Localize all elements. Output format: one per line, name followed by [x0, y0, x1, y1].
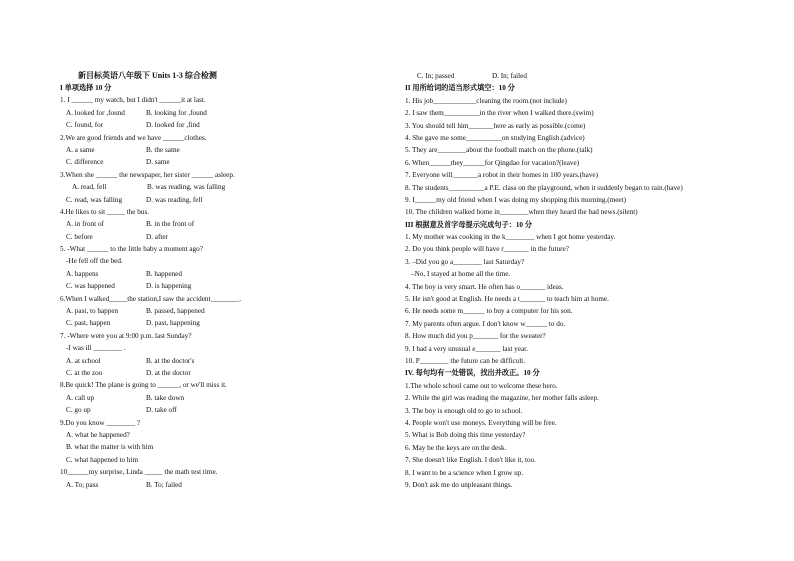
options-row: [60, 392, 390, 404]
options-row: [60, 194, 390, 206]
page-title: 新目标英语八年级下 Units 1-3 综合检测: [78, 71, 217, 80]
option-d: D. past, happening: [146, 319, 200, 328]
right-column: [405, 70, 735, 491]
fill-item: 6. When______they______for Qingdao for vacation?(leave): [405, 158, 580, 167]
options-row: [60, 404, 390, 416]
correction-item: 3. The boy is enough old to go to school.: [405, 406, 523, 415]
section-heading: I 单项选择 10 分: [60, 84, 112, 92]
fill-item: 8. The students__________a P.E. class on the playground, when it suddenly began to rain.(have): [405, 183, 683, 192]
options-row: [405, 70, 735, 82]
options-row: [60, 156, 390, 168]
option-c: C. at the zoo: [66, 368, 103, 377]
option-d: D. after: [146, 232, 168, 241]
option-d: D. was reading, fell: [146, 195, 203, 204]
complete-item: 5. He isn't good at English. He needs a t_______ to teach him at home.: [405, 295, 609, 304]
option-d: D. same: [146, 158, 170, 167]
options-row: [60, 367, 390, 379]
options-row: [60, 317, 390, 329]
options-row: [60, 355, 390, 367]
section-heading: IV. 每句均有一处错误，找出并改正。10 分: [405, 369, 540, 378]
fill-item: 10. The children walked home in________when they heard the bad news.(silent): [405, 208, 638, 217]
complete-item-reply: –No, I stayed at home all the time.: [411, 270, 511, 279]
complete-item: 6. He needs some m______ to buy a computer for his son.: [405, 307, 573, 316]
correction-item: 5. What is Bob doing this time yesterday?: [405, 431, 526, 440]
options-row: [60, 268, 390, 280]
option-a: A. looked for ,found: [66, 108, 125, 117]
complete-item: 8. How much did you p_______ for the sweater?: [405, 332, 546, 341]
option-a: A. past, to happen: [66, 307, 119, 316]
question-10: 10______my surprise, Linda _____ the math test time.: [60, 468, 218, 477]
question-4: 4.He likes to sit _____ the bus.: [60, 207, 150, 216]
option-a: A. read, fell: [72, 183, 107, 192]
question-8: 8.Be quick! The plane is going to ______, or we'll miss it.: [60, 381, 227, 390]
option-c: C. go up: [66, 406, 91, 415]
option-a: A. at school: [66, 356, 101, 365]
fill-item: 5. They are________about the football match on the phone.(talk): [405, 146, 593, 155]
option-b: B. take down: [146, 393, 185, 402]
correction-item: 4. People won't use moneys. Everything will be free.: [405, 418, 557, 427]
option-b: B. what the matter is with him: [66, 443, 154, 452]
section-heading: III 根据意及首字母提示完成句子：10 分: [405, 220, 532, 229]
question-6: 6.When I walked_____the station,I saw the accident________.: [60, 294, 242, 303]
option-a: A. in front of: [66, 220, 104, 229]
complete-item: 7. My parents often argue. I don't know w______ to do.: [405, 319, 566, 328]
fill-item: 9. I______my old friend when I was doing my shopping this morning.(meet): [405, 195, 626, 204]
option-b: B. was reading, was falling: [147, 183, 226, 192]
correction-item: 6. May be the keys are on the desk.: [405, 443, 507, 452]
option-c: C. past, happen: [66, 319, 111, 328]
option-d: D. take off: [146, 406, 177, 415]
options-row: [60, 144, 390, 156]
question-7: 7. -Where were you at 9:00 p.m. last Sunday?: [60, 331, 192, 340]
option-a: A. what he happened?: [66, 430, 130, 439]
question-5: 5. -What ______ to the little baby a moment ago?: [60, 245, 203, 254]
fill-item: 3. You should tell him_______here as early as possible.(come): [405, 121, 586, 130]
option-b: B. passed, happened: [146, 307, 205, 316]
option-d: D. is happening: [146, 282, 192, 291]
option-d: D. at the doctor: [146, 368, 191, 377]
option-a: A. call up: [66, 393, 95, 402]
options-row: [60, 107, 390, 119]
question-9: 9.Do you know ________ ?: [60, 418, 141, 427]
options-row: [60, 305, 390, 317]
option-a: A. happens: [66, 269, 99, 278]
options-row: [60, 231, 390, 243]
options-row: [60, 119, 390, 131]
option-b: B. looking for ,found: [146, 108, 207, 117]
left-column: [60, 82, 390, 491]
complete-item: 2. Do you think people will have r_______ in the future?: [405, 245, 569, 254]
option-c: C. difference: [66, 158, 104, 167]
complete-item: 3. –Did you go a________ last Saturday?: [405, 257, 525, 266]
fill-item: 2. I saw them__________in the river when I walked there.(swim): [405, 109, 594, 118]
correction-item: 9. Don't ask me do unpleasant things.: [405, 480, 513, 489]
option-a: A. a same: [66, 145, 95, 154]
question-1: 1. I ______ my watch, but I didn't ______it at last.: [60, 96, 206, 105]
section-heading: II 用所给词的适当形式填空：10 分: [405, 84, 515, 93]
complete-item: 1. My mother was cooking in the k________ when I got home yesterday.: [405, 233, 616, 242]
complete-item: 9. I had a very unusual e_______ last year.: [405, 344, 528, 353]
question-3: 3.When she ______ the newspaper, her sister ______ asleep.: [60, 170, 235, 179]
options-row: [60, 479, 390, 491]
option-c: C. was happened: [66, 282, 115, 291]
correction-item: 2. While the girl was reading the magazine, her mother falls asleep.: [405, 394, 599, 403]
question-7-reply: -I was ill ________ .: [66, 344, 126, 353]
option-a: A. To; pass: [66, 480, 99, 489]
option-d: D. In; failed: [492, 72, 527, 80]
option-b: B. in the front of: [146, 220, 195, 229]
options-row: [60, 218, 390, 230]
option-b: B. at the doctor's: [146, 356, 195, 365]
option-b: B. To; failed: [146, 480, 182, 489]
option-c: C. what happened to him: [66, 455, 139, 464]
question-2: 2.We are good friends and we have ______clothes.: [60, 133, 207, 142]
question-5-reply: -He fell off the bed.: [66, 257, 123, 266]
fill-item: 7. Everyone will_______a robot in their homes in 100 years.(have): [405, 171, 599, 180]
complete-item: 4. The boy is very smart. He often has o_______ ideas.: [405, 282, 564, 291]
fill-item: 1. His job____________cleaning the room.(not include): [405, 96, 567, 105]
option-c: C. In; passed: [417, 72, 455, 80]
options-row: [60, 181, 390, 193]
option-c: C. found, for: [66, 121, 104, 130]
option-b: B. happened: [146, 269, 182, 278]
option-c: C. before: [66, 232, 93, 241]
option-d: D. looked for ,find: [146, 121, 200, 130]
options-row: [60, 280, 390, 292]
correction-item: 1.The whole school came out to welcome these hero.: [405, 381, 558, 390]
correction-item: 7. She doesn't like English. I don't like it, too.: [405, 456, 536, 465]
correction-item: 8. I want to be a science when I grow up.: [405, 468, 524, 477]
complete-item: 10. P________ the future can be difficult.: [405, 356, 526, 365]
option-b: B. the same: [146, 145, 180, 154]
option-c: C. read, was falling: [66, 195, 123, 204]
fill-item: 4. She gave me some__________on studying English.(advice): [405, 133, 585, 142]
